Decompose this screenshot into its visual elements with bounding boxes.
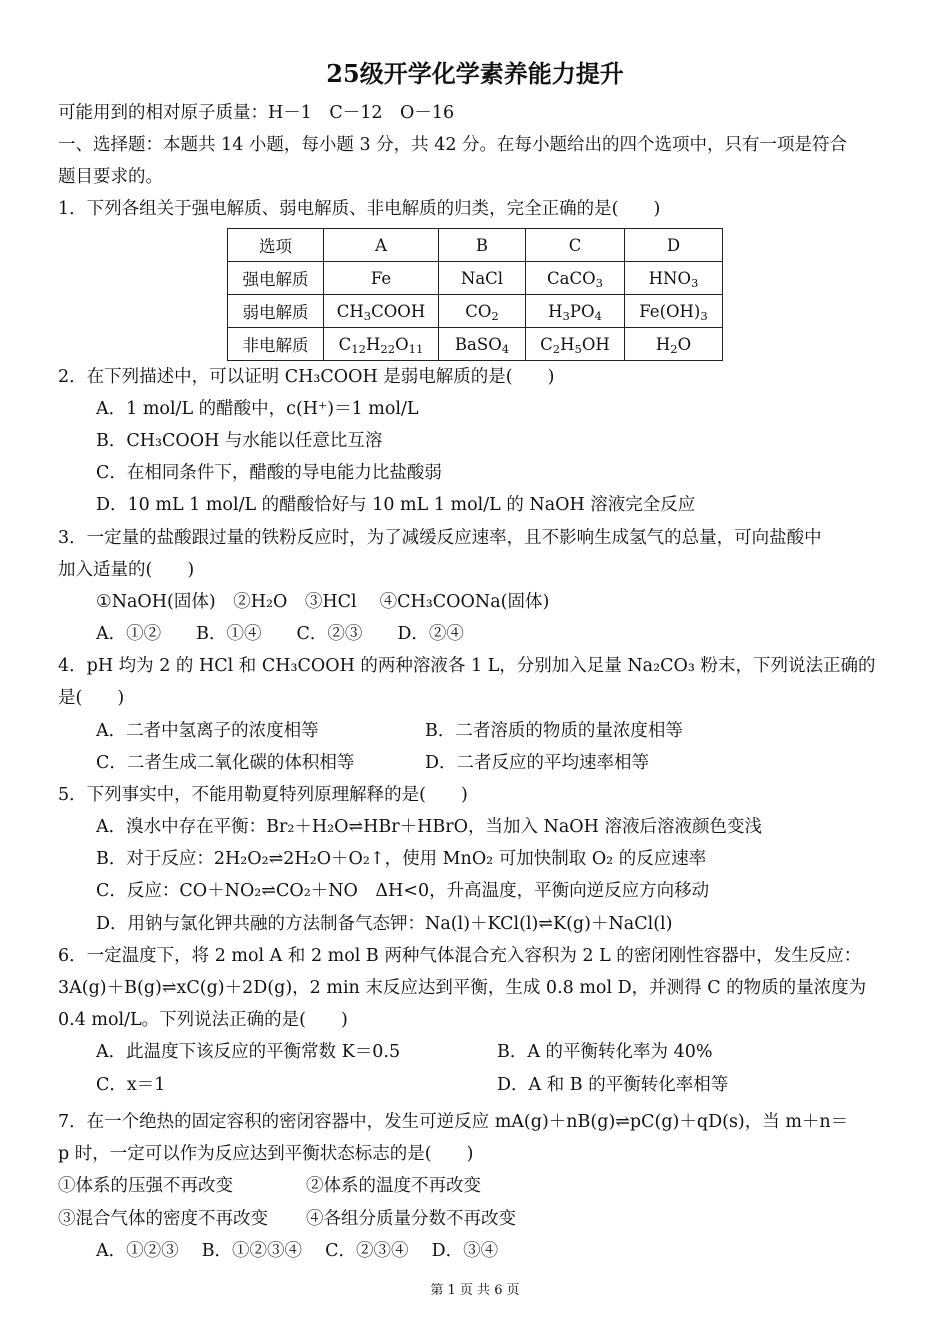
- atomic-mass-line: 可能用到的相对原子质量：H－1 C－12 O－16: [58, 103, 455, 123]
- page-footer: 第 1 页 共 6 页: [430, 1283, 520, 1298]
- table-header-cell: C: [526, 229, 625, 262]
- table-cell: CaCO$_3$: [526, 262, 625, 295]
- table-cell: $CH_3COOH$: [324, 295, 439, 328]
- q6-option-a: A．此温度下该反应的平衡常数 K＝0.5: [96, 1042, 401, 1062]
- q7-stem-line1: 7．在一个绝热的固定容积的密闭容器中，发生可逆反应 mA(g)＋nB(g)⇌pC(g)＋qD(s)，当 m＋n＝: [58, 1112, 849, 1132]
- q5-stem: 5．下列事实中，不能用勒夏特列原理解释的是( ): [58, 785, 468, 805]
- q6-stem-line1: 6．一定温度下，将 2 mol A 和 2 mol B 两种气体混合充入容积为 2 L 的密闭刚性容器中，发生反应：: [58, 946, 862, 966]
- row-label-weak: 弱电解质: [228, 295, 324, 328]
- q5-option-a: A．溴水中存在平衡：Br₂＋H₂O⇌HBr＋HBrO，当加入 NaOH 溶液后溶液颜色变浅: [96, 817, 762, 837]
- q3-options: A．①② B．①④ C．②③ D．②④: [96, 624, 464, 644]
- page-title: 25级开学化学素养能力提升: [326, 59, 624, 88]
- table-row: [228, 328, 723, 361]
- q2-option-b: B．CH₃COOH 与水能以任意比互溶: [96, 431, 383, 451]
- q6-option-c: C．x＝1: [96, 1075, 166, 1095]
- row-label-non: 非电解质: [228, 328, 324, 361]
- q4-option-c: C．二者生成二氧化碳的体积相等: [96, 753, 355, 773]
- q3-stem-line1: 3．一定量的盐酸跟过量的铁粉反应时，为了减缓反应速率，且不影响生成氢气的总量，可向盐酸中: [58, 528, 822, 548]
- q2-option-a: A．1 mol/L 的醋酸中，c(H⁺)＝1 mol/L: [96, 399, 419, 419]
- q4-stem-line1: 4．pH 均为 2 的 HCl 和 CH₃COOH 的两种溶液各 1 L，分别加入足量 Na₂CO₃ 粉末，下列说法正确的: [58, 656, 876, 676]
- q2-option-c: C．在相同条件下，醋酸的导电能力比盐酸弱: [96, 463, 442, 483]
- table-cell: BaSO$_4$: [439, 328, 526, 361]
- table-cell: $C_{12}H_{22}O_{11}$: [324, 328, 439, 361]
- table-header-cell: B: [439, 229, 526, 262]
- q5-option-d: D．用钠与氯化钾共融的方法制备气态钾：Na(l)＋KCl(l)⇌K(g)＋NaCl(l): [96, 914, 673, 934]
- q1-stem: 1．下列各组关于强电解质、弱电解质、非电解质的归类，完全正确的是( ): [58, 199, 661, 219]
- table-header-cell: D: [625, 229, 723, 262]
- table-cell: $Fe(OH)_3$: [625, 295, 723, 328]
- table-header-cell: A: [324, 229, 439, 262]
- section-instruction-line1: 一、选择题：本题共 14 小题，每小题 3 分，共 42 分。在每小题给出的四个选项中，只有一项是符合: [58, 135, 848, 155]
- q6-option-d: D．A 和 B 的平衡转化率相等: [497, 1075, 729, 1095]
- section-instruction-line2: 题目要求的。: [58, 167, 163, 187]
- table-cell: NaCl: [439, 262, 526, 295]
- table-header-cell: 选项: [228, 229, 324, 262]
- q5-option-c: C．反应：CO＋NO₂⇌CO₂＋NO ΔH<0，升高温度，平衡向逆反应方向移动: [96, 881, 710, 901]
- table-cell: $HNO_3$: [625, 262, 723, 295]
- q2-option-d: D．10 mL 1 mol/L 的醋酸恰好与 10 mL 1 mol/L 的 NaOH 溶液完全反应: [96, 495, 696, 515]
- q6-stem-line2: 3A(g)＋B(g)⇌xC(g)＋2D(g)，2 min 末反应达到平衡，生成 0.8 mol D，并测得 C 的物质的量浓度为: [58, 978, 867, 998]
- q4-option-b: B．二者溶质的物质的量浓度相等: [425, 721, 683, 741]
- q4-option-d: D．二者反应的平均速率相等: [425, 753, 650, 773]
- q4-option-a: A．二者中氢离子的浓度相等: [96, 721, 319, 741]
- q7-options: A．①②③ B．①②③④ C．②③④ D．③④: [96, 1241, 499, 1261]
- q4-stem-line2: 是( ): [58, 688, 125, 708]
- q3-items: ①NaOH(固体) ②H₂O ③HCl ④CH₃COONa(固体): [96, 592, 550, 612]
- q7-item-4: ④各组分质量分数不再改变: [306, 1209, 516, 1229]
- q6-option-b: B．A 的平衡转化率为 40%: [497, 1042, 713, 1062]
- q6-stem-line3: 0.4 mol/L。下列说法正确的是( ): [58, 1010, 348, 1030]
- table-cell: $CO_2$: [439, 295, 526, 328]
- q2-stem: 2．在下列描述中，可以证明 CH₃COOH 是弱电解质的是( ): [58, 367, 555, 387]
- q7-item-1: ①体系的压强不再改变: [58, 1176, 233, 1196]
- q7-item-3: ③混合气体的密度不再改变: [58, 1209, 268, 1229]
- q3-stem-line2: 加入适量的( ): [58, 560, 195, 580]
- q7-stem-line2: p 时，一定可以作为反应达到平衡状态标志的是( ): [58, 1144, 474, 1164]
- table-row: [228, 295, 723, 328]
- table-cell: Fe: [324, 262, 439, 295]
- table-row: [228, 262, 723, 295]
- q5-option-b: B．对于反应：2H₂O₂⇌2H₂O＋O₂↑，使用 MnO₂ 可加快制取 O₂ 的反应速率: [96, 849, 707, 869]
- table-cell: $H_2O$: [625, 328, 723, 361]
- table-cell: $H_3PO_4$: [526, 295, 625, 328]
- row-label-strong: 强电解质: [228, 262, 324, 295]
- q1-table: [227, 228, 723, 361]
- q7-item-2: ②体系的温度不再改变: [306, 1176, 481, 1196]
- table-row: [228, 229, 723, 262]
- table-cell: $C_2H_5OH$: [526, 328, 625, 361]
